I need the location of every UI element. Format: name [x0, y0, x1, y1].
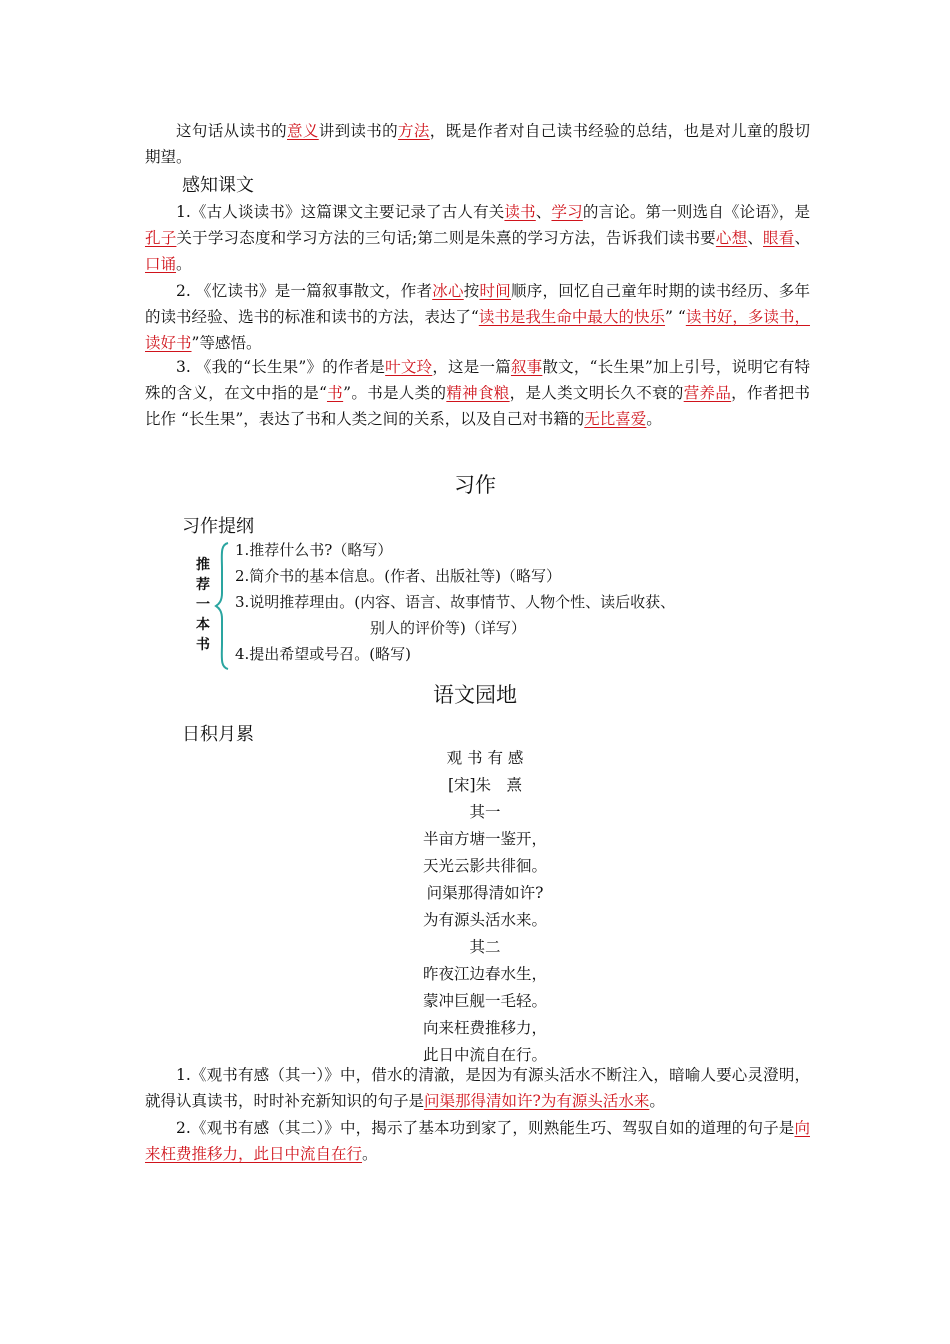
text: 顺序，回忆自己童年时期的读书经历、多年的读书经验、选书的标准和读书的方法，表达了“	[145, 282, 810, 326]
outline-items	[235, 537, 675, 667]
text: 1.《观书有感（其一）》中，借水的清澈，是因为有源头活水不断注入，暗喻人要心灵澄明，就得认真读书，时时补充新知识的句子是	[145, 1066, 810, 1110]
poem-line: 蒙冲巨舰一毛轻。	[422, 992, 547, 1010]
answer-blank: 时间	[479, 282, 511, 300]
tag-char: 荐	[196, 577, 210, 593]
outline-item: 1.推荐什么书?（略写）	[235, 541, 393, 559]
poem-line: 向来枉费推移力，	[422, 1019, 547, 1037]
poem-line: 半亩方塘一鉴开，	[422, 830, 547, 848]
text: ，既是作者对自己读书经验的总结，也是对儿童的殷切期望。	[145, 122, 810, 166]
outline-item-continued: 别人的评价等)（详写）	[370, 619, 526, 637]
text: 按	[463, 282, 480, 300]
text: ，这是一篇	[432, 358, 511, 376]
text: 关于学习态度和学习方法的三句话;第二则是朱熹的学习方法，告诉我们读书要	[176, 229, 716, 247]
text: 3. 《我的“长生果”》的作者是	[176, 358, 386, 376]
answer-blank: 读书好，多读书，读好书	[145, 308, 810, 352]
outline-item: 3.说明推荐理由。(内容、语言、故事情节、人物个性、读后收获、	[235, 593, 676, 611]
outline-item: 4.提出希望或号召。(略写)	[235, 645, 412, 663]
tag-char: 本	[196, 617, 210, 633]
text: 2.《观书有感（其二）》中，揭示了基本功到家了，则熟能生巧、驾驭自如的道理的句子是	[176, 1119, 795, 1137]
outline-item: 2.简介书的基本信息。(作者、出版社等)（略写）	[235, 567, 562, 585]
intro-paragraph	[145, 118, 810, 170]
text: 。	[176, 255, 192, 273]
text: ”。书是人类的	[343, 384, 447, 402]
poem-line: 此日中流自在行。	[422, 1046, 547, 1064]
garden-title: 语文园地	[433, 683, 517, 707]
tag-char: 书	[196, 637, 210, 653]
text: ，作者把书比作 “长生果”，表达了书和人类之间的关系，以及自己对书籍的	[145, 384, 810, 428]
poem-line: 问渠那得清如许?	[426, 884, 544, 902]
text: ，是人类文明长久不衰的	[509, 384, 684, 402]
poem-line: 昨夜江边春水生，	[422, 965, 547, 983]
text: 。	[646, 410, 662, 428]
text: 散文，“长生果”加上引号，说明它有特殊的含义，在文中指的是“	[145, 358, 810, 402]
answer-blank: 叶文玲	[385, 358, 433, 376]
answer-blank: 读书	[504, 203, 536, 221]
answer-blank: 无比喜爱	[584, 410, 647, 428]
outline-heading: 习作提纲	[182, 516, 254, 537]
answer-blank: 意义	[287, 122, 319, 140]
answer-blank: 口诵	[145, 255, 177, 273]
text: 、	[747, 229, 764, 247]
tag-char: 一	[196, 597, 210, 613]
perceive-item-3	[145, 354, 810, 432]
perceive-item-1	[145, 199, 810, 277]
text: 、	[794, 229, 810, 247]
writing-title: 习作	[454, 473, 496, 497]
writing-outline	[190, 537, 790, 672]
text: 这句话从读书的	[176, 122, 287, 140]
poem-line: 为有源头活水来。	[422, 911, 547, 929]
perceive-item-2	[145, 278, 810, 356]
poem-line: 天光云影共徘徊。	[422, 857, 547, 875]
text: 的言论。第一则选自《论语》，是	[582, 203, 810, 221]
text: 2. 《忆读书》是一篇叙事散文，作者	[176, 282, 433, 300]
brace-icon	[214, 541, 232, 671]
garden-heading: 日积月累	[182, 724, 254, 745]
text: 。	[362, 1145, 378, 1163]
poem-title: 观 书 有 感	[446, 749, 524, 767]
garden-question-1	[145, 1062, 810, 1114]
poem-author: [宋]朱 熹	[447, 776, 523, 794]
answer-blank: 眼看	[763, 229, 795, 247]
answer-blank: 叙事	[510, 358, 543, 376]
answer-blank: 精神食粮	[446, 384, 510, 402]
answer-blank: 学习	[551, 203, 583, 221]
poem-part-label: 其一	[469, 803, 501, 821]
text: ”等感悟。	[191, 334, 262, 352]
tag-char: 推	[196, 557, 210, 573]
poem	[0, 745, 950, 1069]
answer-blank: 向来枉费推移力，此日中流自在行	[145, 1119, 810, 1163]
outline-tag	[192, 555, 214, 655]
text: 。	[649, 1092, 665, 1110]
answer-blank: 心想	[715, 229, 748, 247]
answer-blank: 营养品	[683, 384, 732, 402]
answer-blank: 冰心	[432, 282, 464, 300]
text: 1.《古人谈读书》这篇课文主要记录了古人有关	[176, 203, 505, 221]
text: 、	[535, 203, 552, 221]
perceive-heading: 感知课文	[182, 175, 254, 196]
poem-part-label: 其二	[469, 938, 501, 956]
text: 讲到读书的	[318, 122, 399, 140]
garden-question-2	[145, 1115, 810, 1167]
answer-blank: 孔子	[145, 229, 177, 247]
answer-blank: 读书是我生命中最大的快乐	[478, 308, 666, 326]
answer-blank: 方法	[398, 122, 430, 140]
text: ” “	[665, 308, 686, 326]
answer-blank: 问渠那得清如许?为有源头活水来	[424, 1092, 650, 1110]
answer-blank: 书	[326, 384, 344, 402]
